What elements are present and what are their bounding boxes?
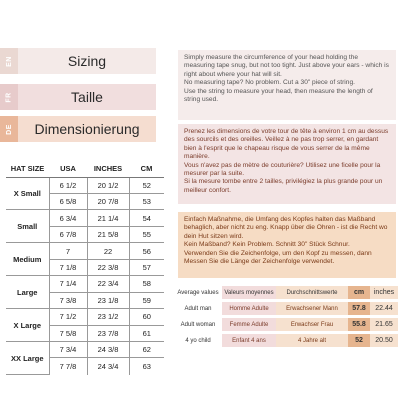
cm-cell: 55 [129, 226, 164, 242]
table-row [6, 342, 164, 358]
cm-cell: 61 [129, 325, 164, 341]
usa-size-cell: 7 3/4 [49, 342, 87, 358]
inches-cell: 23 1/2 [87, 309, 129, 325]
instructions-de [178, 212, 396, 278]
hat-size-label: X Large [6, 309, 49, 342]
usa-size-cell: 6 3/4 [49, 210, 87, 226]
usa-size-cell: 7 1/8 [49, 259, 87, 275]
instructions-text-de: Einfach Maßnahme, die Umfang des Kopfes halten das Maßband behaglich, aber nicht zu eng. Knapp über die Ohren - ist die Recht wo dein Hut sitzen wird. Kein Maßband? Kein Problem. Schnitt 30" Stück Schnur. Verwenden Sie die Zeichenfolge, um den Kopf zu messen, dann Messen Sie die Länge der Zeichenfolge verwendet. [184, 216, 388, 266]
section-title-de: Dimensionierung [18, 116, 156, 142]
inches-cell: 21 5/8 [87, 226, 129, 242]
header-band-en [0, 48, 156, 74]
label-de: Erwachsener Mann [276, 302, 348, 315]
instructions-text-en: Simply measure the circumference of your head holding the measuring tape snug, but not too tight. Just above your ears - which is right about where your hat will sit. No measuring tape? No problem. Cut a 30" piece of string. Use the string to measure your head, then measure the length of string used. [184, 54, 389, 104]
instructions-fr [178, 124, 396, 204]
usa-size-cell: 7 [49, 243, 87, 259]
cm-cell: 63 [129, 358, 164, 375]
usa-size-cell: 7 3/8 [49, 292, 87, 308]
inches-cell: 23 7/8 [87, 325, 129, 341]
cm-cell: 56 [129, 243, 164, 259]
hat-size-label: Small [6, 210, 49, 243]
cm-cell: 62 [129, 342, 164, 358]
inches-cell: 23 1/8 [87, 292, 129, 308]
header-band-de [0, 116, 156, 142]
inches-cell: 22 3/4 [87, 276, 129, 292]
size-table-header-row [6, 161, 164, 177]
cm-cell: 54 [129, 210, 164, 226]
cm-cell: 60 [129, 309, 164, 325]
hat-size-label: Large [6, 276, 49, 309]
column-header-durchschnittswerte: Durchschnittswerte [276, 286, 348, 299]
inches-cell: 24 3/4 [87, 358, 129, 375]
inches-cell: 20 1/2 [87, 177, 129, 193]
inches-cell: 20 7/8 [87, 193, 129, 209]
label-de: 4 Jahre alt [276, 334, 348, 347]
value-cm: 55.8 [348, 318, 370, 331]
average-values-header-row [174, 286, 398, 299]
hat-size-label: X Small [6, 177, 49, 210]
inches-cell: 24 3/8 [87, 342, 129, 358]
value-inches: 22.44 [370, 302, 398, 315]
language-tag-fr: FR [0, 84, 18, 110]
usa-size-cell: 7 1/4 [49, 276, 87, 292]
table-row [174, 302, 398, 315]
inches-cell: 22 3/8 [87, 259, 129, 275]
instructions-text-fr: Prenez les dimensions de votre tour de tête à environ 1 cm au dessus des sourcils et des oreilles. Veillez à ne pas trop serrer, en gardant bien à l'esprit que le chapeau risque de vous serrer de la même manière. Vous n'avez pas de mètre de couturière? Utilisez une ficelle pour la mesurer par la suite. Si la mesure tombe entre 2 tailles, privilégiez la plus grande pour un meilleur confort. [184, 128, 389, 194]
column-header-cm: cm [348, 286, 370, 299]
section-title-en: Sizing [18, 48, 156, 74]
label-fr: Enfant 4 ans [222, 334, 276, 347]
column-header-average-values: Average values [177, 289, 219, 296]
value-inches: 21.65 [370, 318, 398, 331]
table-row [6, 177, 164, 193]
column-header-hat-size: HAT SIZE [6, 161, 49, 177]
inches-cell: 22 [87, 243, 129, 259]
cm-cell: 52 [129, 177, 164, 193]
usa-size-cell: 7 7/8 [49, 358, 87, 375]
column-header-cm: CM [129, 161, 164, 177]
usa-size-cell: 6 5/8 [49, 193, 87, 209]
hat-size-label: XX Large [6, 342, 49, 375]
column-header-inches: inches [370, 286, 398, 299]
usa-size-cell: 7 1/2 [49, 309, 87, 325]
instructions-en [178, 50, 396, 120]
table-row [6, 243, 164, 259]
label-de: Erwachser Frau [276, 318, 348, 331]
inches-cell: 21 1/4 [87, 210, 129, 226]
column-header-valeurs-moyennes: Valeurs moyennes [222, 286, 276, 299]
cm-cell: 57 [129, 259, 164, 275]
label-en: Adult man [184, 305, 212, 312]
label-fr: Femme Adulte [222, 318, 276, 331]
column-header-usa: USA [49, 161, 87, 177]
usa-size-cell: 7 5/8 [49, 325, 87, 341]
column-header-inches: INCHES [87, 161, 129, 177]
table-row [6, 276, 164, 292]
usa-size-cell: 6 1/2 [49, 177, 87, 193]
table-row [174, 318, 398, 331]
usa-size-cell: 6 7/8 [49, 226, 87, 242]
table-row [6, 309, 164, 325]
table-row [6, 210, 164, 226]
language-tag-de: DE [0, 116, 18, 142]
size-table [6, 161, 164, 375]
header-band-fr [0, 84, 156, 110]
language-tag-en: EN [0, 48, 18, 74]
value-cm: 57.8 [348, 302, 370, 315]
cm-cell: 53 [129, 193, 164, 209]
average-values-table [174, 283, 398, 350]
value-inches: 20.50 [370, 334, 398, 347]
label-en: Adult woman [180, 321, 216, 328]
cm-cell: 58 [129, 276, 164, 292]
table-row [174, 334, 398, 347]
section-title-fr: Taille [18, 84, 156, 110]
cm-cell: 59 [129, 292, 164, 308]
hat-size-label: Medium [6, 243, 49, 276]
value-cm: 52 [348, 334, 370, 347]
label-fr: Homme Adulte [222, 302, 276, 315]
label-en: 4 yo child [185, 337, 211, 344]
